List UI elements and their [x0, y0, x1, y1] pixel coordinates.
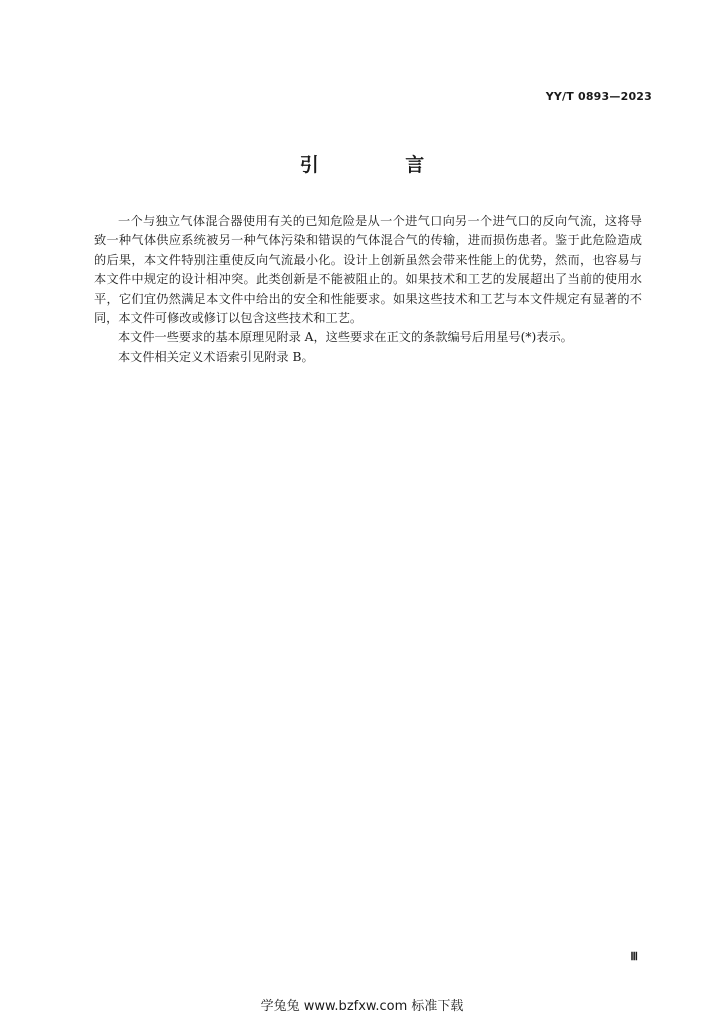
- page-title: 引 言: [299, 154, 465, 176]
- paragraph: 本文件一些要求的基本原理见附录 A，这些要求在正文的条款编号后用星号(*)表示。: [118, 330, 573, 345]
- paragraph: 本文件相关定义术语索引见附录 B。: [118, 349, 314, 364]
- introduction-body: [94, 212, 642, 367]
- paragraph: 一个与独立气体混合器使用有关的已知危险是从一个进气口向另一个进气口的反向气流，这将导致一种气体供应系统被另一种气体污染和错误的气体混合气的传输，进而损伤患者。鉴于此危险造成的后果，本文件特别注重使反向气流最小化。设计上创新虽然会带来性能上的优势，然而，也容易与本文件中规定的设计相冲突。此类创新是不能被阻止的。如果技术和工艺的发展超出了当前的使用水平，它们宜仍然满足本文件中给出的安全和性能要求。如果这些技术和工艺与本文件规定有显著的不同，本文件可修改或修订以包含这些技术和工艺。: [94, 214, 642, 326]
- standard-number: YY/T 0893—2023: [545, 90, 652, 103]
- page-number: Ⅲ: [630, 951, 638, 963]
- footer-watermark-text: 学兔兔 www.bzfxw.com 标准下载: [260, 999, 464, 1014]
